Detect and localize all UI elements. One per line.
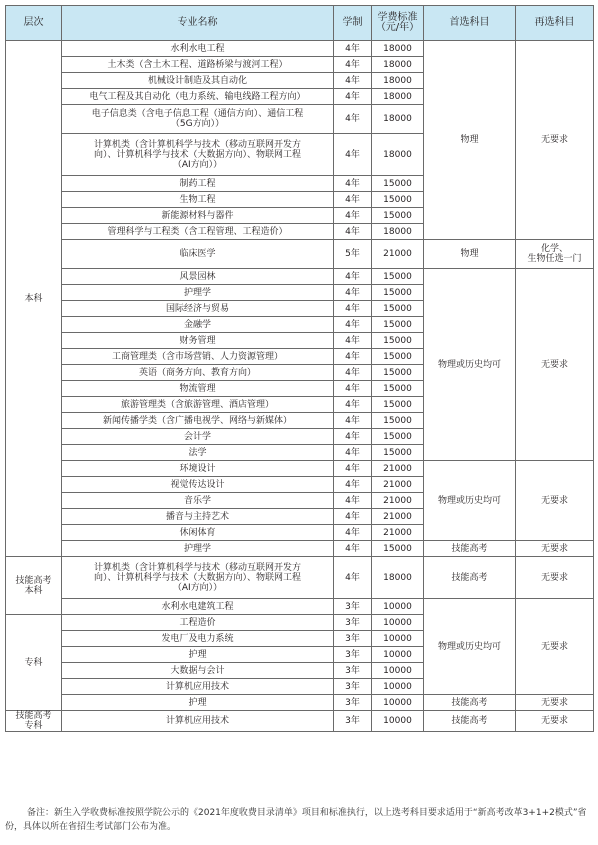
fee: 15000 xyxy=(372,301,424,317)
fee: 15000 xyxy=(372,192,424,208)
major-name: 管理科学与工程类（含工程管理、工程造价） xyxy=(62,224,334,240)
major-name: 法学 xyxy=(62,445,334,461)
secondary-subject: 无要求 xyxy=(516,461,594,541)
duration: 4年 xyxy=(334,365,372,381)
fee: 15000 xyxy=(372,269,424,285)
primary-subject: 技能高考 xyxy=(424,695,516,711)
duration: 5年 xyxy=(334,240,372,269)
fee: 18000 xyxy=(372,105,424,134)
major-name: 发电厂及电力系统 xyxy=(62,631,334,647)
fee: 15000 xyxy=(372,429,424,445)
duration: 3年 xyxy=(334,695,372,711)
major-name: 护理 xyxy=(62,695,334,711)
primary-subject: 技能高考 xyxy=(424,557,516,599)
fee: 18000 xyxy=(372,73,424,89)
fee: 21000 xyxy=(372,493,424,509)
major-name: 制药工程 xyxy=(62,176,334,192)
fee: 15000 xyxy=(372,285,424,301)
major-name: 新能源材料与器件 xyxy=(62,208,334,224)
duration: 4年 xyxy=(334,192,372,208)
fee: 18000 xyxy=(372,224,424,240)
table-row xyxy=(6,557,594,599)
fee: 18000 xyxy=(372,89,424,105)
fee: 10000 xyxy=(372,631,424,647)
primary-subject: 物理或历史均可 xyxy=(424,461,516,541)
level-skill-undergrad: 技能高考 本科 xyxy=(6,557,62,615)
duration: 4年 xyxy=(334,176,372,192)
fee: 15000 xyxy=(372,365,424,381)
duration: 4年 xyxy=(334,41,372,57)
duration: 3年 xyxy=(334,711,372,732)
fee: 21000 xyxy=(372,525,424,541)
duration: 4年 xyxy=(334,429,372,445)
duration: 4年 xyxy=(334,134,372,176)
major-name: 环境设计 xyxy=(62,461,334,477)
major-name: 临床医学 xyxy=(62,240,334,269)
duration: 4年 xyxy=(334,224,372,240)
duration: 4年 xyxy=(334,57,372,73)
table-header-row xyxy=(6,6,594,41)
fee: 15000 xyxy=(372,445,424,461)
fee: 10000 xyxy=(372,695,424,711)
major-name: 土木类（含土木工程、道路桥梁与渡河工程） xyxy=(62,57,334,73)
duration: 4年 xyxy=(334,89,372,105)
fee: 15000 xyxy=(372,208,424,224)
level-junior: 专科 xyxy=(6,615,62,711)
secondary-subject: 无要求 xyxy=(516,599,594,695)
duration: 4年 xyxy=(334,509,372,525)
major-name: 音乐学 xyxy=(62,493,334,509)
major-name: 视觉传达设计 xyxy=(62,477,334,493)
header-duration: 学制 xyxy=(334,6,372,41)
secondary-subject: 无要求 xyxy=(516,41,594,240)
level-undergrad: 本科 xyxy=(6,41,62,557)
primary-subject: 技能高考 xyxy=(424,711,516,732)
primary-subject: 物理或历史均可 xyxy=(424,599,516,695)
duration: 4年 xyxy=(334,317,372,333)
table-row xyxy=(6,695,594,711)
fee: 15000 xyxy=(372,381,424,397)
duration: 3年 xyxy=(334,615,372,631)
header-level: 层次 xyxy=(6,6,62,41)
duration: 3年 xyxy=(334,663,372,679)
primary-subject: 物理 xyxy=(424,41,516,240)
fee: 15000 xyxy=(372,176,424,192)
duration: 4年 xyxy=(334,557,372,599)
duration: 4年 xyxy=(334,541,372,557)
major-name: 休闲体育 xyxy=(62,525,334,541)
major-name: 国际经济与贸易 xyxy=(62,301,334,317)
secondary-subject: 无要求 xyxy=(516,695,594,711)
secondary-subject: 无要求 xyxy=(516,541,594,557)
fee: 10000 xyxy=(372,679,424,695)
header-primary-subject: 首选科目 xyxy=(424,6,516,41)
fee: 15000 xyxy=(372,541,424,557)
fee: 10000 xyxy=(372,615,424,631)
duration: 4年 xyxy=(334,413,372,429)
fee: 10000 xyxy=(372,599,424,615)
major-name: 旅游管理类（含旅游管理、酒店管理） xyxy=(62,397,334,413)
duration: 4年 xyxy=(334,493,372,509)
duration: 3年 xyxy=(334,679,372,695)
duration: 4年 xyxy=(334,105,372,134)
duration: 3年 xyxy=(334,631,372,647)
major-name: 金融学 xyxy=(62,317,334,333)
major-name: 护理学 xyxy=(62,285,334,301)
fee: 15000 xyxy=(372,413,424,429)
fee: 18000 xyxy=(372,41,424,57)
table-row xyxy=(6,711,594,732)
duration: 4年 xyxy=(334,269,372,285)
table-row xyxy=(6,599,594,615)
fee: 15000 xyxy=(372,397,424,413)
major-name: 护理学 xyxy=(62,541,334,557)
table-row xyxy=(6,41,594,57)
major-name: 电子信息类（含电子信息工程（通信方向）、通信工程 （5G方向）） xyxy=(62,105,334,134)
secondary-subject: 无要求 xyxy=(516,269,594,461)
fee: 15000 xyxy=(372,333,424,349)
secondary-subject: 化学、 生物任选一门 xyxy=(516,240,594,269)
major-name: 播音与主持艺术 xyxy=(62,509,334,525)
primary-subject: 物理 xyxy=(424,240,516,269)
table-row xyxy=(6,240,594,269)
table-row xyxy=(6,541,594,557)
secondary-subject: 无要求 xyxy=(516,557,594,599)
fee: 15000 xyxy=(372,317,424,333)
fee: 18000 xyxy=(372,134,424,176)
major-name: 水利水电建筑工程 xyxy=(62,599,334,615)
duration: 4年 xyxy=(334,445,372,461)
header-secondary-subject: 再选科目 xyxy=(516,6,594,41)
duration: 4年 xyxy=(334,525,372,541)
fee: 10000 xyxy=(372,647,424,663)
fee-table xyxy=(5,5,594,732)
duration: 4年 xyxy=(334,333,372,349)
duration: 4年 xyxy=(334,285,372,301)
major-name: 新闻传播学类（含广播电视学、网络与新媒体） xyxy=(62,413,334,429)
duration: 4年 xyxy=(334,381,372,397)
fee: 18000 xyxy=(372,557,424,599)
major-name: 护理 xyxy=(62,647,334,663)
major-name: 计算机应用技术 xyxy=(62,711,334,732)
fee: 15000 xyxy=(372,349,424,365)
header-fee: 学费标准 （元/年） xyxy=(372,6,424,41)
major-name: 工程造价 xyxy=(62,615,334,631)
header-major: 专业名称 xyxy=(62,6,334,41)
primary-subject: 技能高考 xyxy=(424,541,516,557)
fee: 21000 xyxy=(372,461,424,477)
major-name: 计算机类（含计算机科学与技术（移动互联网开发方 向）、计算机科学与技术（大数据方向）、物联网工程 （AI方向）） xyxy=(62,557,334,599)
primary-subject: 物理或历史均可 xyxy=(424,269,516,461)
fee: 21000 xyxy=(372,240,424,269)
table-body xyxy=(6,41,594,732)
duration: 4年 xyxy=(334,301,372,317)
major-name: 风景园林 xyxy=(62,269,334,285)
footnote: 备注：新生入学收费标准按照学院公示的《2021年度收费目录清单》项目和标准执行，以上选考科目要求适用于“新高考改革3+1+2模式”省份，具体以所在省招生考试部门公布为准。 xyxy=(5,808,587,832)
fee: 21000 xyxy=(372,477,424,493)
duration: 3年 xyxy=(334,599,372,615)
major-name: 财务管理 xyxy=(62,333,334,349)
major-name: 电气工程及其自动化（电力系统、输电线路工程方向） xyxy=(62,89,334,105)
fee: 18000 xyxy=(372,57,424,73)
major-name: 水利水电工程 xyxy=(62,41,334,57)
duration: 4年 xyxy=(334,477,372,493)
major-name: 大数据与会计 xyxy=(62,663,334,679)
fee: 10000 xyxy=(372,711,424,732)
major-name: 生物工程 xyxy=(62,192,334,208)
major-name: 机械设计制造及其自动化 xyxy=(62,73,334,89)
major-name: 工商管理类（含市场营销、人力资源管理） xyxy=(62,349,334,365)
fee: 10000 xyxy=(372,663,424,679)
fee: 21000 xyxy=(372,509,424,525)
major-name: 英语（商务方向、教育方向） xyxy=(62,365,334,381)
table-row xyxy=(6,461,594,477)
table-row xyxy=(6,269,594,285)
major-name: 计算机应用技术 xyxy=(62,679,334,695)
major-name: 会计学 xyxy=(62,429,334,445)
major-name: 计算机类（含计算机科学与技术（移动互联网开发方 向）、计算机科学与技术（大数据方向）、物联网工程 （AI方向）） xyxy=(62,134,334,176)
level-skill-junior: 技能高考 专科 xyxy=(6,711,62,732)
major-name: 物流管理 xyxy=(62,381,334,397)
secondary-subject: 无要求 xyxy=(516,711,594,732)
duration: 4年 xyxy=(334,73,372,89)
duration: 4年 xyxy=(334,461,372,477)
duration: 4年 xyxy=(334,349,372,365)
duration: 4年 xyxy=(334,397,372,413)
duration: 4年 xyxy=(334,208,372,224)
duration: 3年 xyxy=(334,647,372,663)
